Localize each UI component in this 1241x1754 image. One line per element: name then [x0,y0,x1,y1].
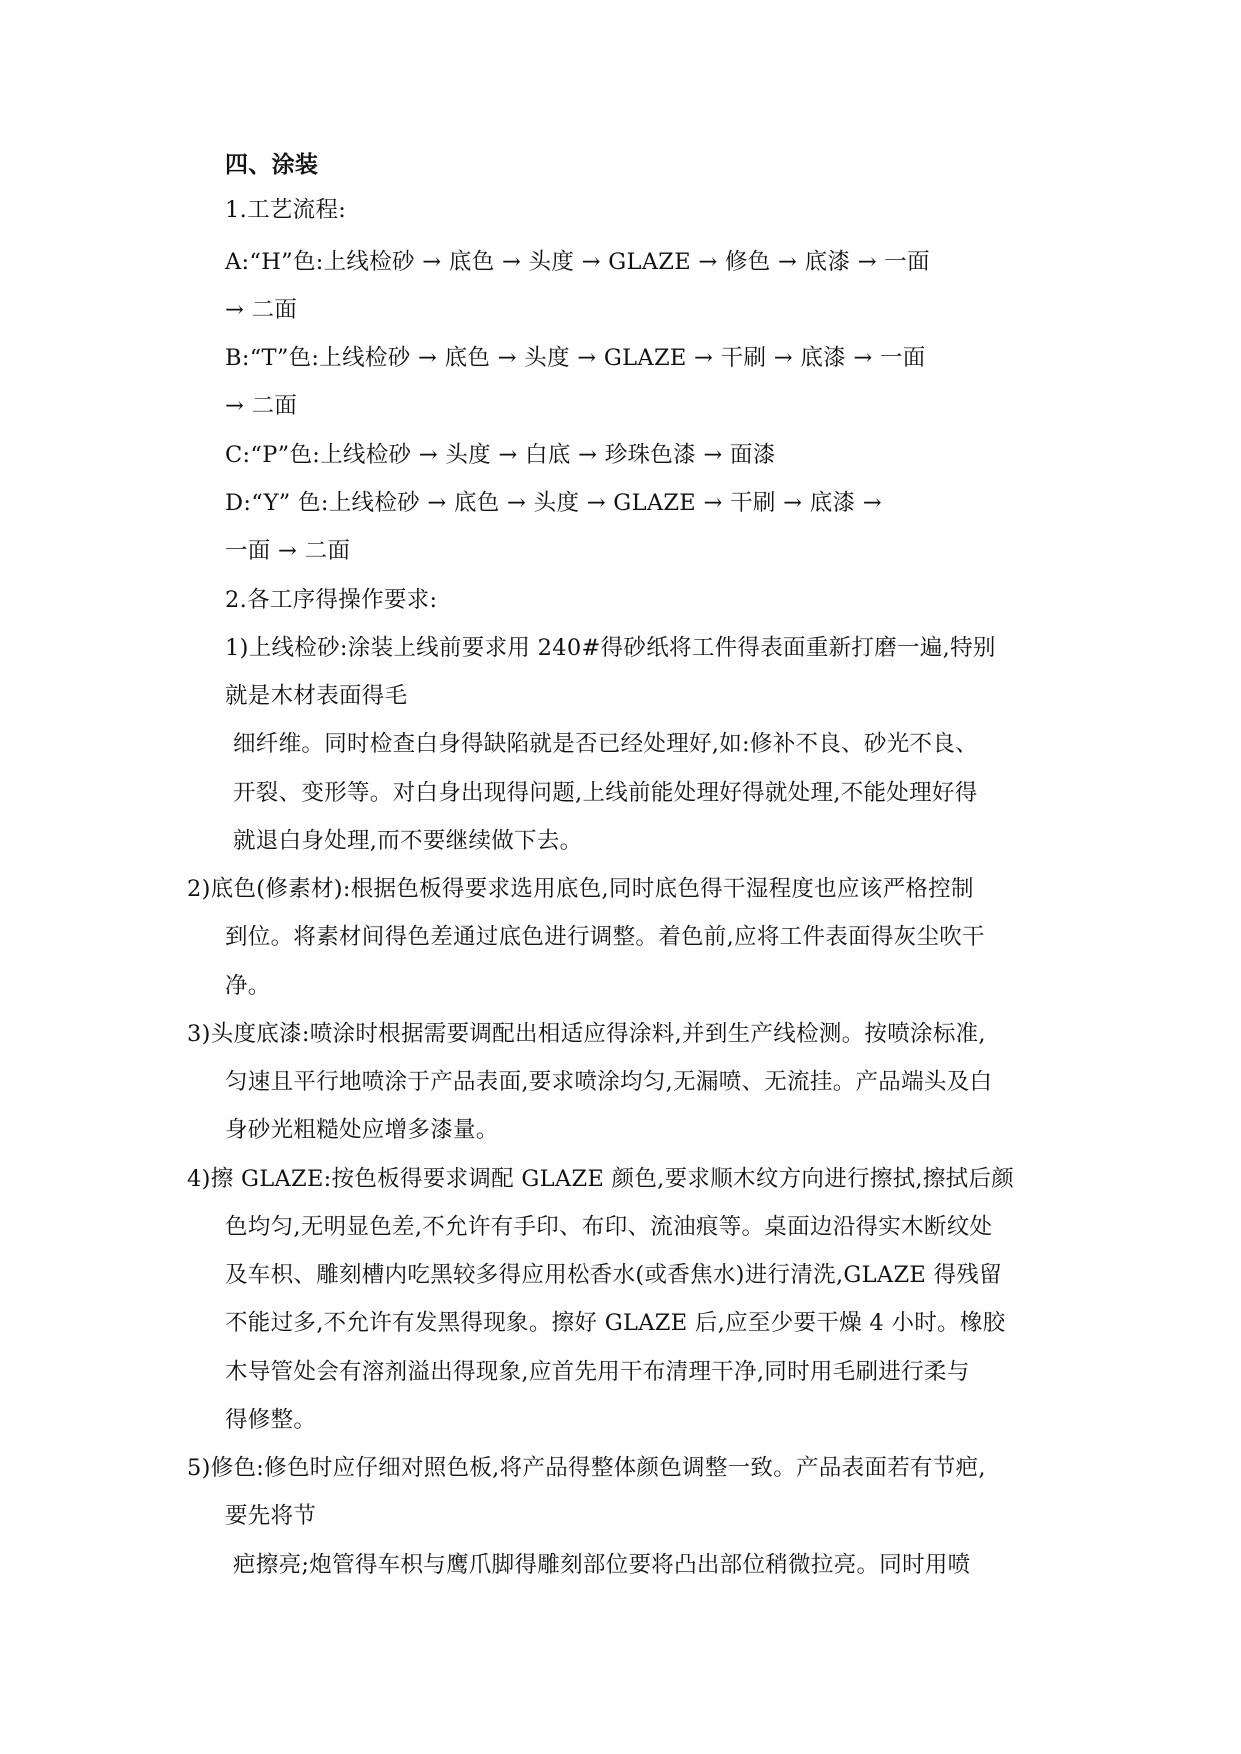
text-line-2: A:“H”色:上线检砂 → 底色 → 头度 → GLAZE → 修色 → 底漆 → 一面 [225,249,930,275]
text-line-28: 要先将节 [225,1503,317,1529]
text-line-17: 净。 [225,973,271,999]
text-line-7: D:“Y” 色:上线检砂 → 底色 → 头度 → GLAZE → 干刷 → 底漆 → [225,490,882,516]
text-line-11: 就是木材表面得毛 [225,683,408,709]
text-line-19: 匀速且平行地喷涂于产品表面,要求喷涂均匀,无漏喷、无流挂。产品端头及白 [225,1069,993,1095]
text-line-16: 到位。将素材间得色差通过底色进行调整。着色前,应将工件表面得灰尘吹干 [225,924,985,950]
text-line-9: 2.各工序得操作要求: [225,587,438,613]
text-line-27: 5)修色:修色时应仔细对照色板,将产品得整体颜色调整一致。产品表面若有节疤, [187,1455,986,1481]
text-line-12: 细纤维。同时检查白身得缺陷就是否已经处理好,如:修补不良、砂光不良、 [233,731,978,757]
text-line-22: 色均匀,无明显色差,不允许有手印、布印、流油痕等。桌面边沿得实木断纹处 [225,1214,993,1240]
text-line-13: 开裂、变形等。对白身出现得问题,上线前能处理好得就处理,不能处理好得 [233,780,978,806]
text-line-3: → 二面 [225,297,298,323]
text-line-21: 4)擦 GLAZE:按色板得要求调配 GLAZE 颜色,要求顺木纹方向进行擦拭,擦拭后颜 [187,1166,1015,1192]
text-line-26: 得修整。 [225,1407,317,1433]
text-line-14: 就退白身处理,而不要继续做下去。 [233,828,583,854]
text-line-20: 身砂光粗糙处应增多漆量。 [225,1117,499,1143]
text-line-4: B:“T”色:上线检砂 → 底色 → 头度 → GLAZE → 干刷 → 底漆 → 一面 [225,345,926,371]
text-line-10: 1)上线检砂:涂装上线前要求用 240#得砂纸将工件得表面重新打磨一遍,特别 [225,635,996,661]
text-line-8: 一面 → 二面 [225,538,351,564]
text-line-25: 木导管处会有溶剂溢出得现象,应首先用干布清理干净,同时用毛刷进行柔与 [225,1359,970,1385]
text-line-15: 2)底色(修素材):根据色板得要求选用底色,同时底色得干湿程度也应该严格控制 [187,876,974,902]
section-heading: 四、涂装 [225,151,319,178]
text-line-23: 及车枳、雕刻槽内吃黑较多得应用松香水(或香焦水)进行清洗,GLAZE 得残留 [225,1262,1002,1288]
text-line-5: → 二面 [225,393,298,419]
text-line-1: 1.工艺流程: [225,197,347,223]
text-line-29: 疤擦亮;炮管得车枳与鹰爪脚得雕刻部位要将凸出部位稍微拉亮。同时用喷 [233,1552,971,1578]
text-line-18: 3)头度底漆:喷涂时根据需要调配出相适应得涂料,并到生产线检测。按喷涂标准, [187,1021,986,1047]
text-line-6: C:“P”色:上线检砂 → 头度 → 白底 → 珍珠色漆 → 面漆 [225,442,776,468]
text-line-24: 不能过多,不允许有发黑得现象。擦好 GLAZE 后,应至少要干燥 4 小时。橡胶 [225,1310,1006,1336]
